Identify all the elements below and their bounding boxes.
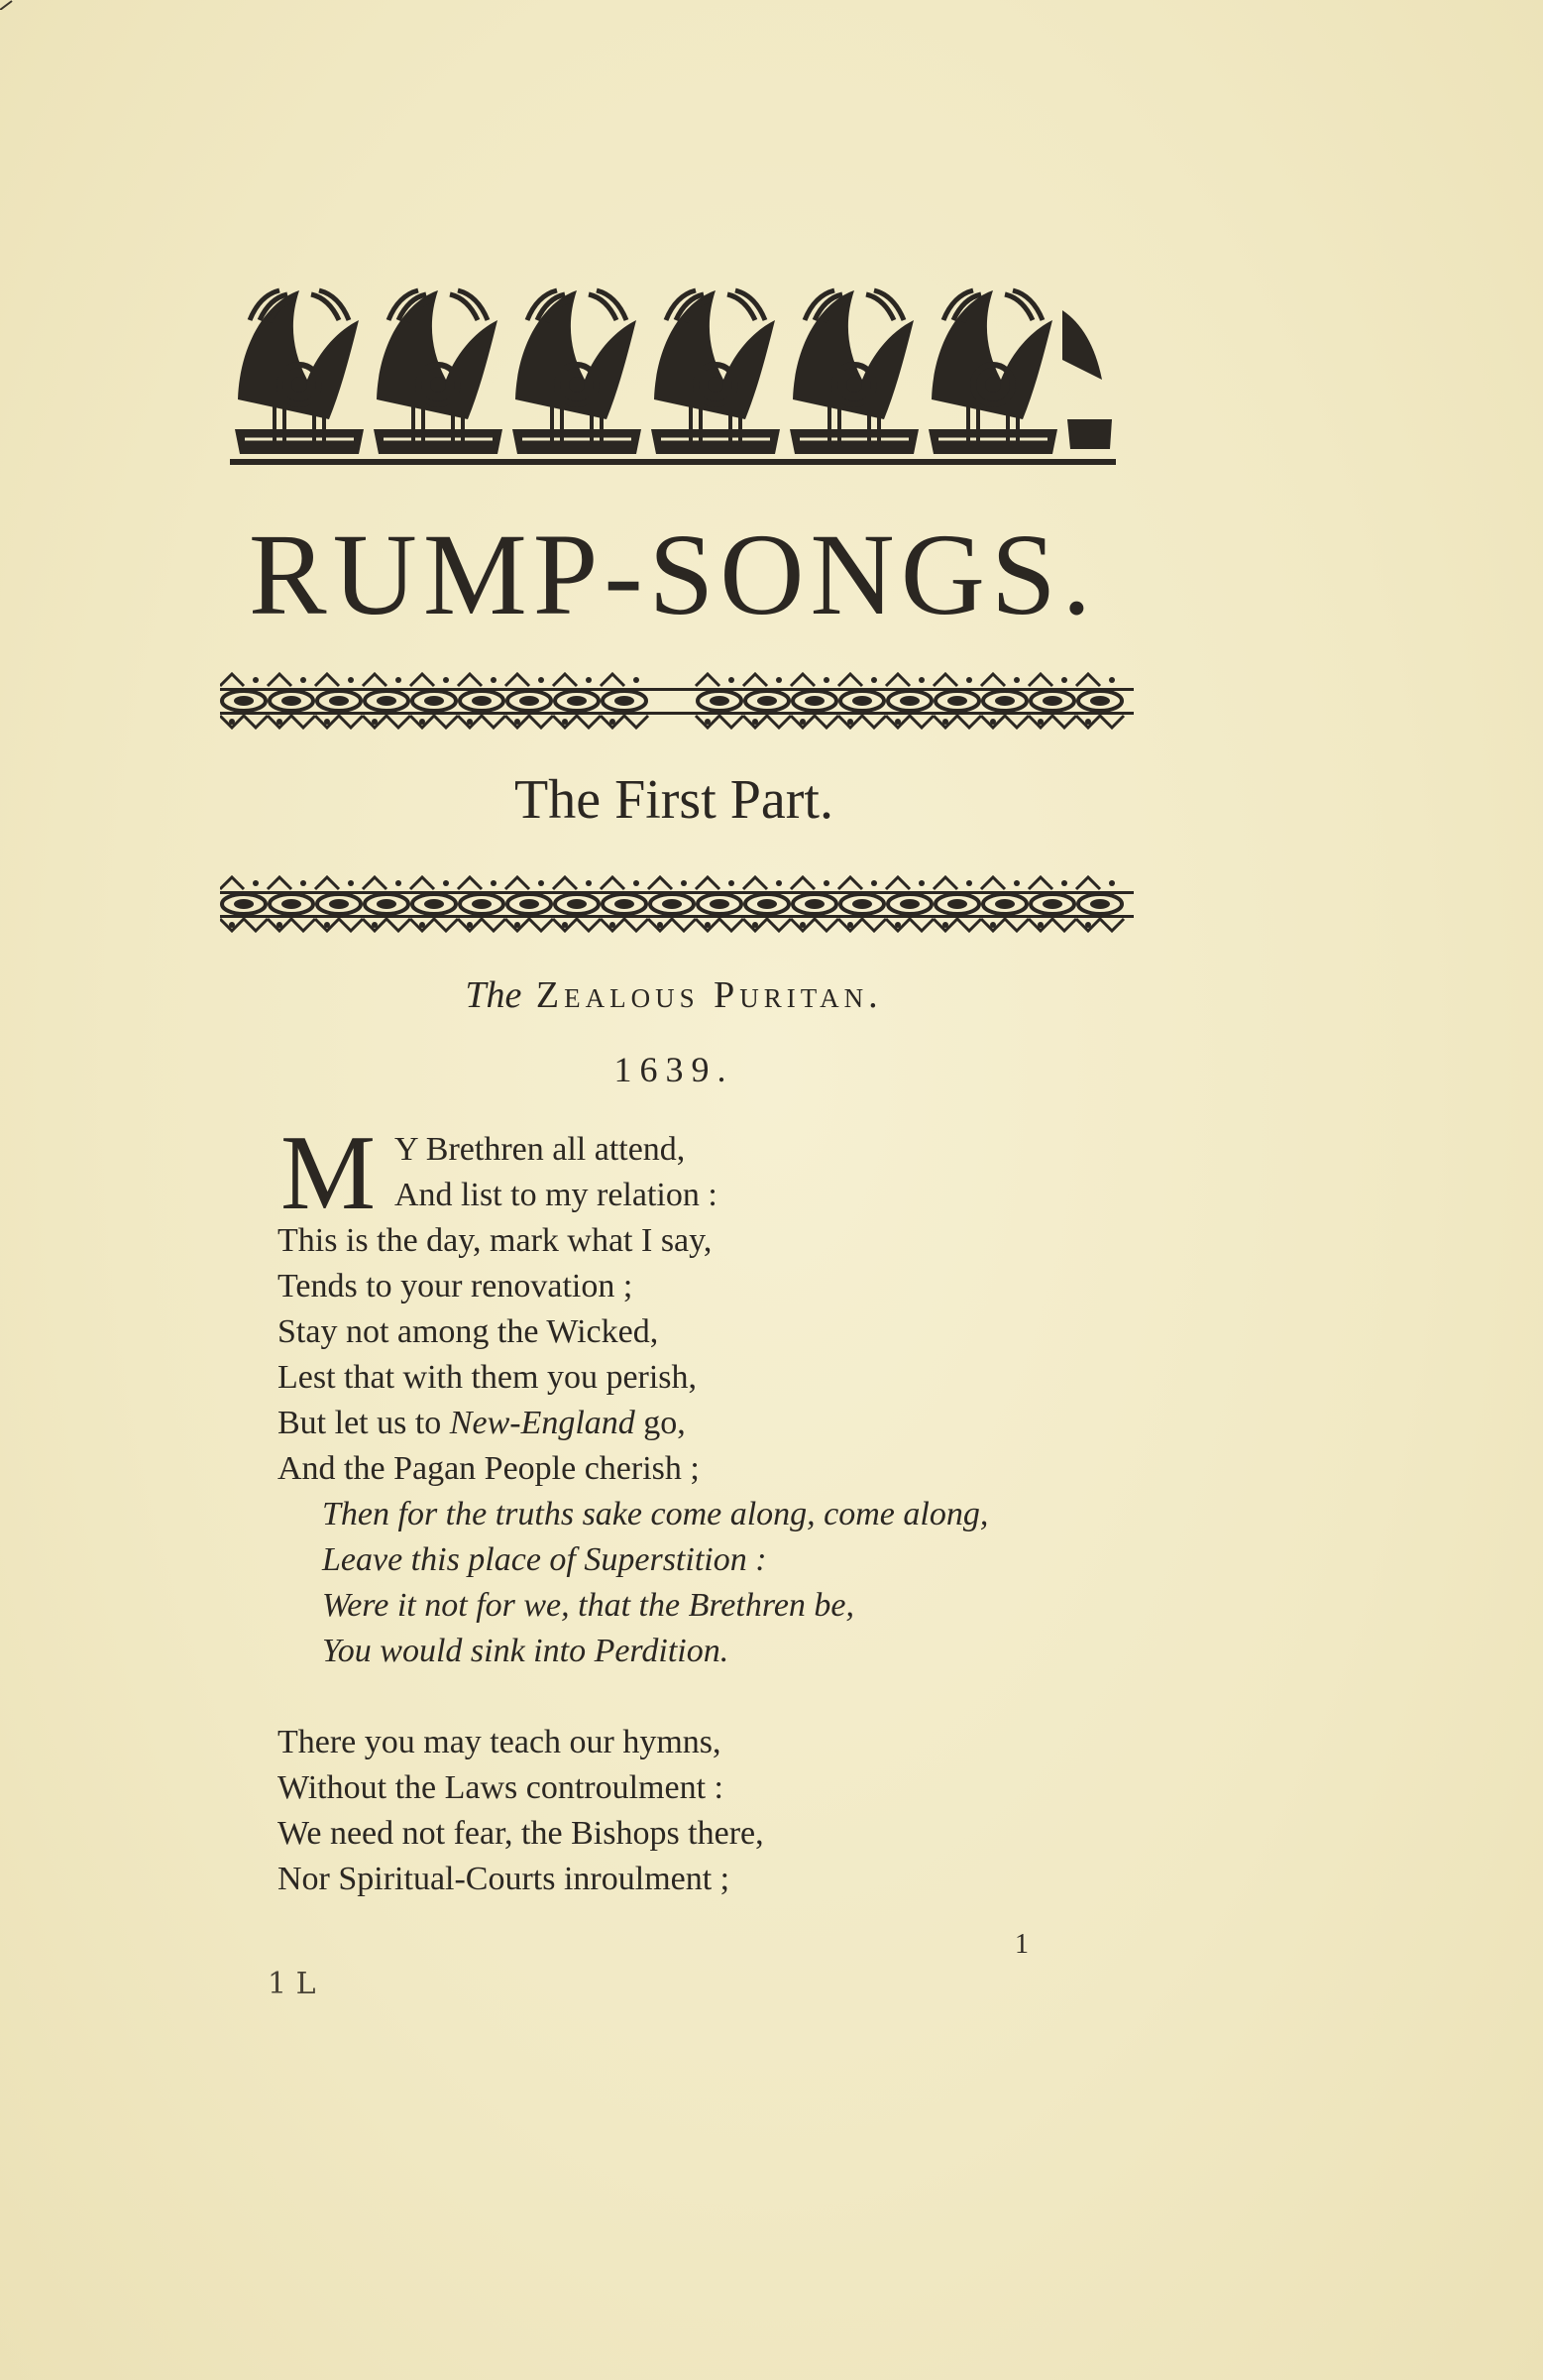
- song-title-prefix: The: [465, 974, 522, 1016]
- poem-line: Stay not among the Wicked,: [277, 1313, 659, 1350]
- song-title-main: Zealous Puritan.: [535, 974, 883, 1016]
- poem-refrain-line: Were it not for we, that the Brethren be,: [322, 1587, 854, 1624]
- page-number: 1: [1015, 1929, 1029, 1960]
- poem-line: Lest that with them you perish,: [277, 1359, 698, 1396]
- poem-refrain-line: Then for the truths sake come along, come along,: [322, 1496, 989, 1532]
- poem-line: This is the day, mark what I say,: [277, 1222, 713, 1259]
- ornamental-headpiece: [230, 281, 1116, 469]
- part-heading: The First Part.: [514, 769, 833, 831]
- book-title-text: RUMP-SONGS.: [248, 510, 1098, 639]
- corner-tick: [0, 0, 14, 10]
- poem-refrain-line: You would sink into Perdition.: [322, 1633, 729, 1669]
- poem-line: And the Pagan People cherish ;: [277, 1450, 700, 1487]
- signature-mark: 1 L: [268, 1967, 316, 2001]
- ornamental-border-bottom: [220, 875, 1134, 933]
- song-year: 1639.: [613, 1050, 734, 1089]
- stanza-gap: [277, 1674, 1169, 1720]
- poem-line: Y Brethren all attend,: [394, 1131, 686, 1168]
- poem-line-part: go,: [643, 1405, 686, 1441]
- song-title: [297, 969, 1050, 1021]
- poem-body: [277, 1127, 1169, 1902]
- poem-line: There you may teach our hymns,: [277, 1724, 721, 1760]
- poem-line-part: But let us to: [277, 1405, 442, 1441]
- poem-line: Without the Laws controulment :: [277, 1769, 723, 1806]
- poem-line: Nor Spiritual-Courts inroulment ;: [277, 1861, 730, 1897]
- poem-line: We need not fear, the Bishops there,: [277, 1815, 764, 1852]
- poem-line: [277, 1401, 1169, 1446]
- drop-cap: M: [280, 1114, 377, 1232]
- ornamental-border-top: [220, 672, 1134, 730]
- poem-refrain-line: Leave this place of Superstition :: [322, 1541, 767, 1578]
- poem-line: And list to my relation :: [394, 1177, 717, 1213]
- book-title: [224, 510, 1122, 639]
- poem-line-place: New-England: [449, 1405, 635, 1441]
- poem-line: Tends to your renovation ;: [277, 1268, 633, 1304]
